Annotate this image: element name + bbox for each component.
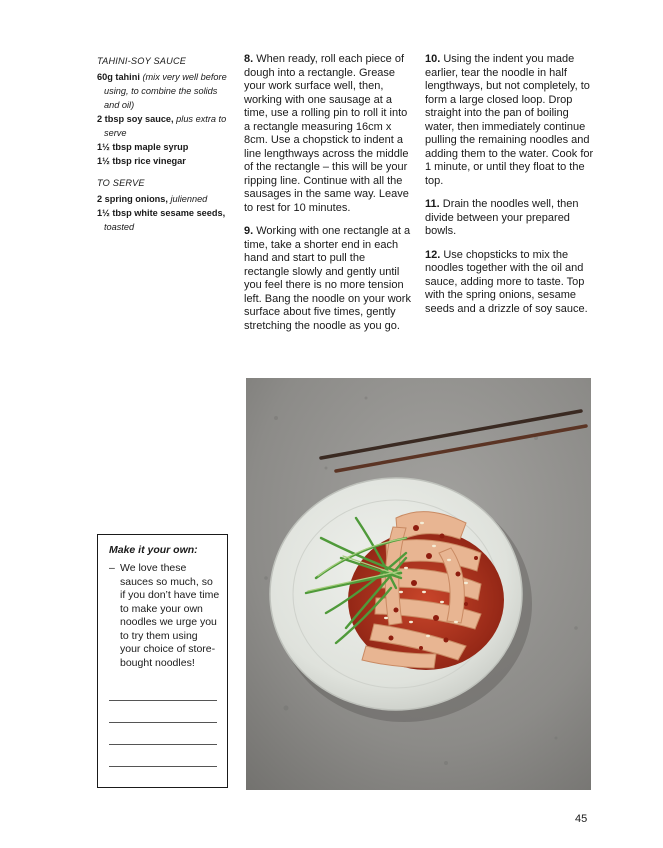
- step-11-number: 11.: [425, 198, 440, 210]
- step-11: [425, 198, 597, 239]
- ingredient-tahini-qty: 60g tahini: [97, 72, 140, 82]
- step-8-text: When ready, roll each piece of dough into a rectangle. Grease your work surface well, then, working with one sausage at a time, use a rolling pin to roll it into a rectangle measuring 16cm x 8cm. Use a chopstick to indent a line lengthways across the middle of the rectangle – this will be your ripping line. Continue with all the sausages in the same way. Leave to rest for 10 minutes.: [244, 53, 409, 214]
- ingredient-sesame: [97, 206, 235, 234]
- ingredient-soy: [97, 112, 235, 140]
- note-line: [109, 766, 217, 767]
- ingredients-column: [97, 54, 235, 234]
- step-12-number: 12.: [425, 248, 441, 261]
- tip-text: We love these sauces so much, so if you don’t have time to make your own noodles we urge you to try them using your choice of store-bought noodles!: [120, 562, 220, 669]
- tip-title: Make it your own:: [109, 544, 198, 556]
- ingredient-tahini-note: (mix very well before using, to combine the solids and oil): [104, 72, 227, 110]
- step-9-text: Working with one rectangle at a time, take a shorter end in each hand and start to pull the rectangle slowly and gently until you feel there is no more tension left. Bang the noodle on your work surface about five times, gently stretching the noodle as you go.: [244, 225, 411, 332]
- note-line: [109, 744, 217, 745]
- noodle-bowl-photo: [246, 378, 591, 790]
- ingredient-vinegar: [97, 154, 235, 168]
- step-11-text: Drain the noodles well, then divide between your prepared bowls.: [425, 198, 579, 237]
- ingredient-vinegar-qty: 1½ tbsp rice vinegar: [97, 156, 186, 166]
- note-line: [109, 700, 217, 701]
- make-it-your-own-box: [97, 534, 228, 788]
- to-serve-heading: TO SERVE: [97, 178, 145, 188]
- step-12-text: Use chopsticks to mix the noodles together with the oil and sauce, adding more to taste. Top with the spring onions, sesame seeds and a drizzle of soy sauce.: [425, 248, 588, 315]
- tahini-soy-heading: TAHINI-SOY SAUCE: [97, 56, 187, 66]
- ingredient-sesame-note: toasted: [104, 222, 135, 232]
- ingredient-tahini: [97, 70, 235, 112]
- ingredient-maple: [97, 140, 235, 154]
- step-8: [244, 53, 412, 215]
- ingredient-maple-qty: 1½ tbsp maple syrup: [97, 142, 189, 152]
- step-10-number: 10.: [425, 53, 441, 65]
- page-number: 45: [575, 813, 588, 825]
- ingredient-soy-qty: 2 tbsp soy sauce,: [97, 114, 174, 124]
- ingredient-sesame-qty: 1½ tbsp white sesame seeds,: [97, 208, 226, 218]
- step-8-number: 8.: [244, 53, 254, 65]
- ingredient-onions: [97, 192, 235, 206]
- ingredient-soy-note: plus extra to serve: [104, 114, 227, 138]
- step-9: [244, 225, 412, 333]
- tip-dash: –: [109, 562, 115, 574]
- ingredient-onions-note: julienned: [170, 194, 208, 204]
- step-10: [425, 53, 597, 188]
- step-12: [425, 249, 597, 317]
- method-column-right: [425, 53, 597, 326]
- note-line: [109, 722, 217, 723]
- step-9-number: 9.: [244, 225, 254, 237]
- ingredient-onions-qty: 2 spring onions,: [97, 194, 168, 204]
- method-column-left: [244, 53, 412, 343]
- step-10-text: Using the indent you made earlier, tear the noodle in half lengthways, but not completely, to form a large closed loop. Drop straight into the pan of boiling water, then immediately continue pulling the remaining noodles and adding them to the water. Cook for 1 minute, or until they float to the top.: [425, 53, 594, 187]
